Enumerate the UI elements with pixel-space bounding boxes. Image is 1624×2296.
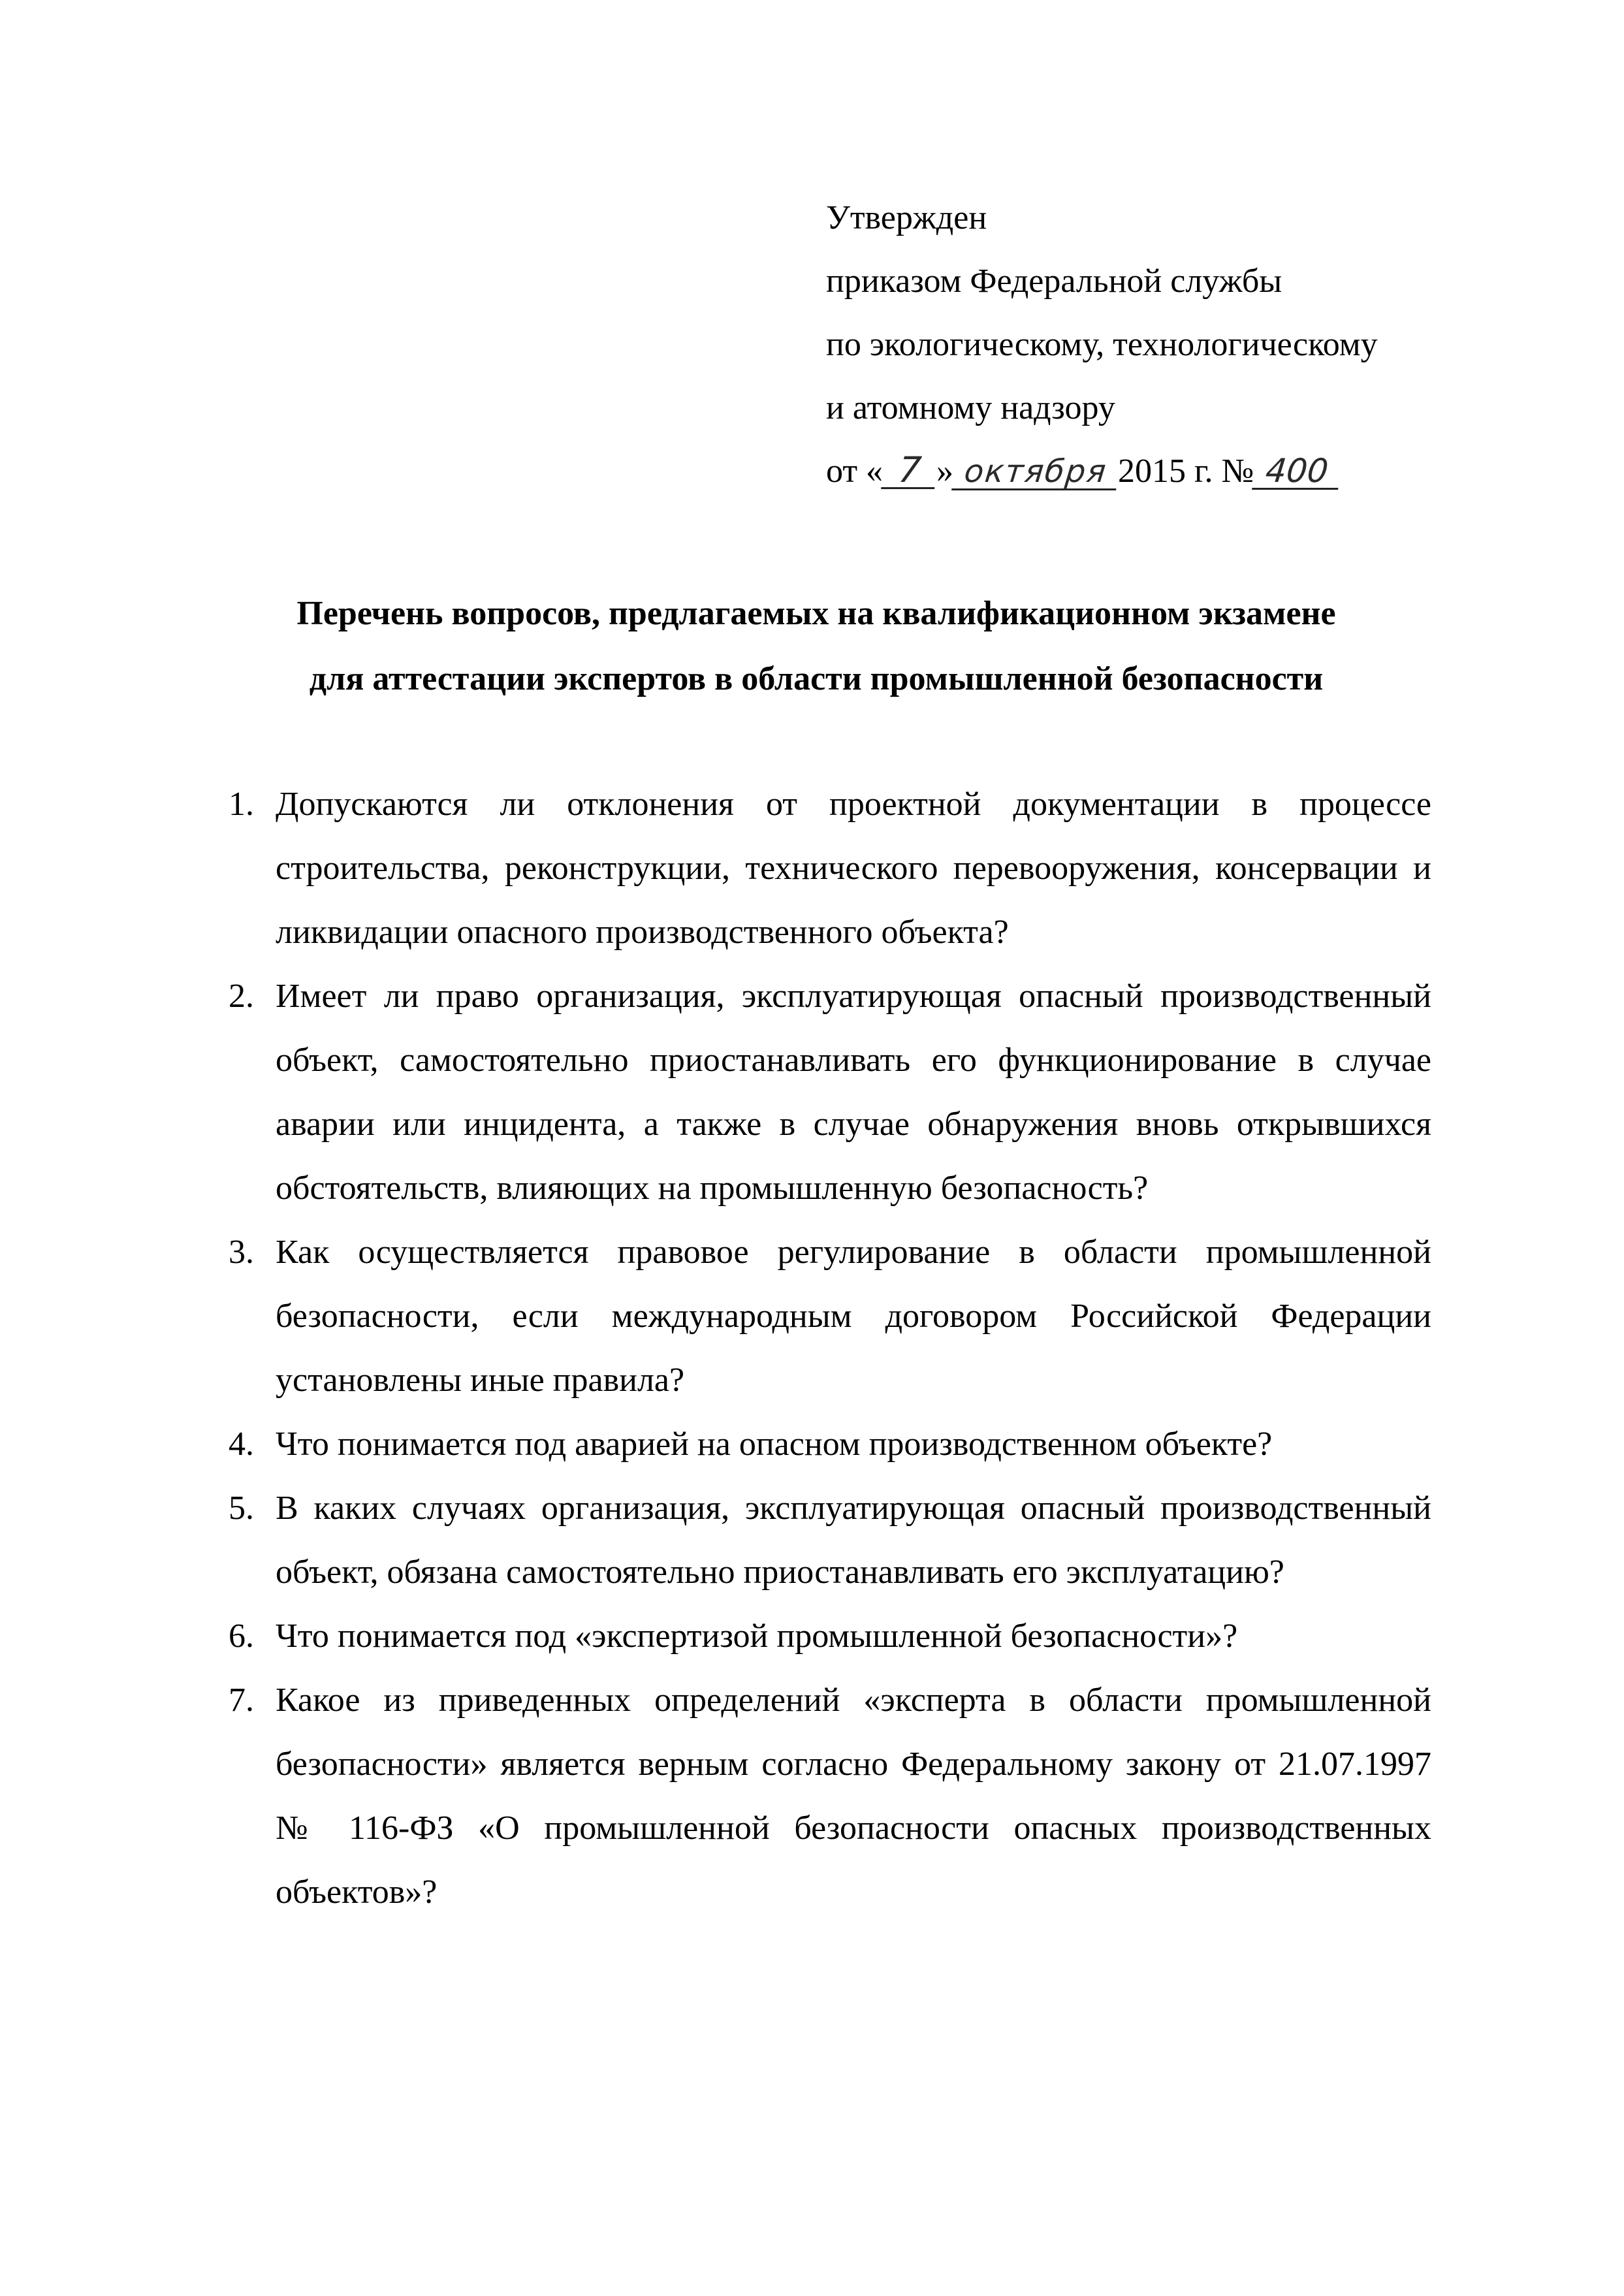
- order-mid: »: [936, 453, 954, 490]
- question-number: 4.: [229, 1426, 254, 1463]
- order-prefix: от «: [826, 453, 884, 490]
- handwritten-day: 7: [881, 453, 938, 489]
- approval-line-1: Утвержден: [826, 199, 987, 236]
- question-item: [229, 965, 1431, 1220]
- question-number: 6.: [229, 1618, 254, 1655]
- approval-line-2: приказом Федеральной службы: [826, 263, 1282, 300]
- question-number: 7.: [229, 1682, 254, 1719]
- question-text: Как осуществляется правовое регулирование в области промышленной безопасности, если международным договором Российской Федерации установлены иные правила?: [276, 1234, 1431, 1399]
- document-title: [196, 581, 1437, 712]
- questions-list: [229, 773, 1431, 1924]
- order-year: 2015 г. №: [1118, 453, 1254, 490]
- handwritten-month: октября: [951, 454, 1120, 490]
- order-date-line: [826, 439, 1479, 503]
- question-text: Что понимается под аварией на опасном производственном объекте?: [276, 1426, 1273, 1463]
- approval-line-3: по экологическому, технологическому: [826, 326, 1378, 363]
- question-item: [229, 1604, 1431, 1668]
- question-number: 3.: [229, 1234, 254, 1271]
- question-item: [229, 1220, 1431, 1412]
- approval-line-4: и атомному надзору: [826, 389, 1115, 426]
- handwritten-order-number: 400: [1252, 454, 1342, 490]
- question-number: 2.: [229, 978, 254, 1015]
- title-line-2: для аттестации экспертов в области промышленной безопасности: [309, 660, 1324, 697]
- question-text: Какое из приведенных определений «эксперта в области промышленной безопасности» является верным согласно Федеральному закону от 21.07.1997 № 116-ФЗ «О промышленной безопасности опасных производственных объектов»?: [276, 1682, 1431, 1911]
- question-item: [229, 1412, 1431, 1476]
- question-text: В каких случаях организация, эксплуатирующая опасный производственный объект, обязана самостоятельно приостанавливать его эксплуатацию?: [276, 1490, 1431, 1591]
- question-number: 1.: [229, 786, 254, 823]
- question-text: Имеет ли право организация, эксплуатирующая опасный производственный объект, самостоятельно приостанавливать его функционирование в случае аварии или инцидента, а также в случае обнаружения вновь открывшихся обстоятельств, влияющих на промышленную безопасность?: [276, 978, 1431, 1207]
- question-item: [229, 1668, 1431, 1924]
- question-number: 5.: [229, 1490, 254, 1527]
- question-text: Допускаются ли отклонения от проектной документации в процессе строительства, реконструкции, технического перевооружения, консервации и ликвидации опасного производственного объекта?: [276, 786, 1431, 951]
- question-item: [229, 1476, 1431, 1604]
- question-text: Что понимается под «экспертизой промышленной безопасности»?: [276, 1618, 1238, 1655]
- title-line-1: Перечень вопросов, предлагаемых на квалификационном экзамене: [296, 595, 1336, 632]
- question-item: [229, 773, 1431, 965]
- approval-block: [826, 186, 1479, 503]
